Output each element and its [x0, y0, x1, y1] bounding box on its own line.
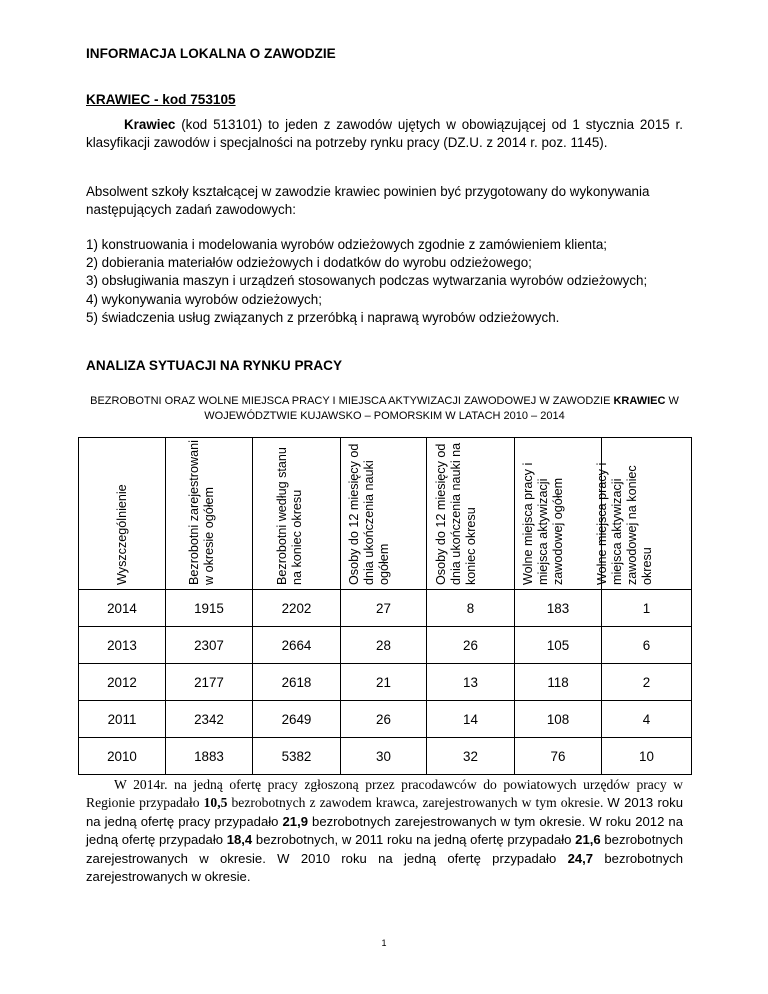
table-cell: 2202 [253, 590, 341, 627]
table-cell: 21 [341, 664, 427, 701]
ratio-2010: 24,7 [567, 850, 594, 866]
table-header-cell [515, 438, 602, 590]
task-item: 1) konstruowania i modelowania wyrobów odzieżowych zgodnie z zamówieniem klienta; [86, 237, 608, 252]
table-cell: 2011 [79, 701, 166, 738]
table-row [79, 590, 692, 627]
table-header-cell [166, 438, 253, 590]
table-cell: 2013 [79, 627, 166, 664]
table-header-cell [79, 438, 166, 590]
table-cell: 27 [341, 590, 427, 627]
table-row [79, 627, 692, 664]
ratio-2013: 21,9 [282, 813, 308, 829]
table-cell: 14 [427, 701, 515, 738]
table-cell: 2342 [166, 701, 253, 738]
table-header-cell [594, 438, 692, 590]
header-label: Wolne miejsca pracy i miejsca aktywizacji zawodowej ogółem [521, 462, 565, 585]
table-cell: 105 [515, 627, 602, 664]
intro-paragraph [86, 116, 683, 152]
summary-text: bezrobotnych zarejestrowanych w tym okresie. W roku 2012 na jedną ofertę przypadało [86, 813, 683, 848]
page-number: 1 [381, 938, 387, 948]
statistics-table [78, 437, 692, 775]
table-cell: 1883 [166, 738, 253, 775]
summary-paragraph [86, 776, 683, 886]
table-cell: 118 [515, 664, 602, 701]
table-cell: 4 [602, 701, 692, 738]
header-label: Bezrobotni według stanu na koniec okresu [274, 447, 304, 585]
table-cell: 26 [341, 701, 427, 738]
summary-text: bezrobotnych zarejestrowanych w okresie. W 2010 roku na jedną ofertę przypadało [86, 832, 683, 866]
table-cell: 2010 [79, 738, 166, 775]
intro-text: (kod 513101) to jeden z zawodów ujętych w obowiązującej od 1 stycznia 2015 r. klasyfikacji zawodów i specjalności na potrzeby rynku pracy (DZ.U. z 2014 r. poz. 1145). [86, 117, 683, 150]
table-cell: 13 [427, 664, 515, 701]
caption-text-end: W WOJEWÓDZTWIE KUJAWSKO – POMORSKIM W LATACH 2010 – 2014 [204, 395, 679, 422]
table-header-cell [341, 438, 427, 590]
table-cell: 26 [427, 627, 515, 664]
table-row [79, 664, 692, 701]
table-cell: 10 [602, 738, 692, 775]
intro-lead: Krawiec [124, 117, 176, 132]
ratio-2014: 10,5 [203, 795, 228, 811]
summary-text: bezrobotnych zarejestrowanych w okresie. [86, 850, 683, 885]
table-cell: 2012 [79, 664, 166, 701]
table-cell: 108 [515, 701, 602, 738]
table-cell: 183 [515, 590, 602, 627]
document-title: INFORMACJA LOKALNA O ZAWODZIE [86, 46, 336, 61]
header-label: Wolne miejsca pracy i miejsca aktywizacji zawodowej na koniec okresu [594, 462, 654, 585]
task-item: 4) wykonywania wyrobów odzieżowych; [86, 291, 322, 307]
table-cell: 2649 [253, 701, 341, 738]
task-item: 5) świadczenia usług związanych z przeróbką i naprawą wyrobów odzieżowych. [86, 309, 560, 325]
table-cell: 1 [602, 590, 692, 627]
summary-text: W 2013 roku na jedną ofertę pracy przypadało [86, 795, 683, 829]
table-cell: 1915 [166, 590, 253, 627]
table-cell: 2618 [253, 664, 341, 701]
table-header-cell [253, 438, 341, 590]
summary-text: W 2014r. na jedną ofertę pracy zgłoszoną przez pracodawców do powiatowych urzędów pracy w Regionie przypadało [86, 777, 683, 811]
table-cell: 2177 [166, 664, 253, 701]
table-cell: 2307 [166, 627, 253, 664]
table-header-row [79, 438, 692, 590]
table-cell: 5382 [253, 738, 341, 775]
task-item: 3) obsługiwania maszyn i urządzeń stosowanych podczas wytwarzania wyrobów odzieżowych; [86, 273, 648, 289]
summary-text: bezrobotnych, w 2011 roku na jedną ofertę przypadało [252, 832, 576, 848]
ratio-2012: 18,4 [226, 832, 253, 848]
caption-profession: KRAWIEC [613, 395, 666, 407]
table-cell: 8 [427, 590, 515, 627]
header-label: Osoby do 12 miesięcy od dnia ukończenia nauki na koniec okresu [433, 442, 478, 585]
summary-text: bezrobotnych z zawodem krawca, zarejestrowanych w tym okresie. [227, 795, 608, 811]
table-cell: 2664 [253, 627, 341, 664]
table-row [79, 738, 692, 775]
table-row [79, 701, 692, 738]
ratio-2011: 21,6 [575, 832, 601, 848]
table-cell: 2 [602, 664, 692, 701]
table-cell: 32 [427, 738, 515, 775]
analysis-heading: ANALIZA SYTUACJI NA RYNKU PRACY [86, 358, 343, 373]
header-label: Osoby do 12 miesięcy od dnia ukończenia nauki ogółem [346, 443, 391, 585]
table-header-cell [427, 438, 515, 590]
caption-text: BEZROBOTNI ORAZ WOLNE MIEJSCA PRACY I MIEJSCA AKTYWIZACJI ZAWODOWEJ W ZAWODZIE [90, 395, 614, 407]
table-cell: 2014 [79, 590, 166, 627]
task-item: 2) dobierania materiałów odzieżowych i dodatków do wyrobu odzieżowego; [86, 255, 532, 271]
table-cell: 76 [515, 738, 602, 775]
header-label: Wyszczególnienie [115, 484, 129, 585]
header-label: Bezrobotni zarejestrowani w okresie ogółem [187, 440, 216, 585]
profession-code-heading: KRAWIEC - kod 753105 [86, 92, 236, 107]
table-cell: 30 [341, 738, 427, 775]
table-cell: 28 [341, 627, 427, 664]
graduate-paragraph: Absolwent szkoły kształcącej w zawodzie krawiec powinien być przygotowany do wykonywania następujących zadań zawodowych: [86, 184, 650, 217]
table-caption [86, 394, 683, 424]
task-list [86, 236, 683, 327]
table-cell: 6 [602, 627, 692, 664]
